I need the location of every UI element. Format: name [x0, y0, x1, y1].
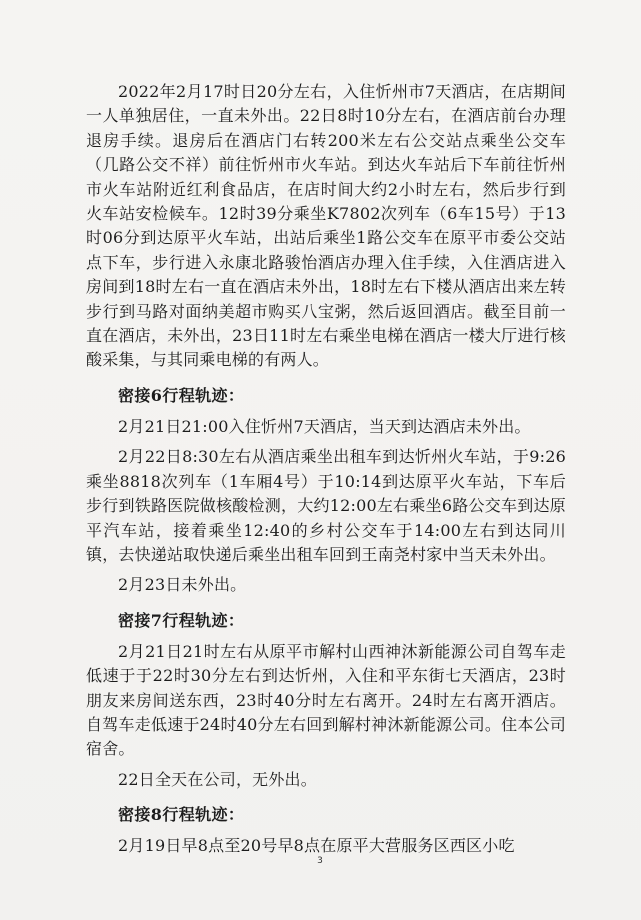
section-7-heading: 密接7行程轨迹：: [118, 610, 245, 630]
section-6-paragraph: 2月21日21:00入住忻州7天酒店，当天到达酒店未外出。: [118, 416, 531, 436]
spacer: [86, 373, 566, 379]
section-8-heading: 密接8行程轨迹：: [118, 805, 245, 825]
section-6-paragraph: 2月23日未外出。: [118, 575, 247, 595]
section-8-paragraph: 2月19日早8点至20号早8点在原平大营服务区西区小吃: [118, 836, 515, 856]
document-body: [86, 80, 566, 859]
spacer: [86, 792, 566, 798]
intro-paragraph: 2022年2月17时日20分左右，入住忻州市7天酒店，在店期间一人单独居住，一直未外出。22日8时10分左右，在酒店前台办理退房手续。退房后在酒店门右转200米左右公交站点乘坐公交车（几路公交不祥）前往忻州市火车站。到达火车站后下车前往忻州市火车站附近红利食品店，在店时间大约2小时左右，然后步行到火车站安检候车。12时39分乘坐K7802次列车（6车15号）于13时06分到达原平火车站，出站后乘坐1路公交车在原平市委公交站点下车，步行进入永康北路骏怡酒店办理入住手续，入住酒店进入房间到18时左右一直在酒店未外出，18时左右下楼从酒店出来左转步行到马路对面纳美超市购买八宝粥，然后返回酒店。截至目前一直在酒店，未外出，23日11时左右乘坐电梯在酒店一楼大厅进行核酸采集，与其同乘电梯的有两人。: [86, 82, 566, 370]
spacer: [86, 598, 566, 604]
section-6-paragraph: 2月22日8:30左右从酒店乘坐出租车到达忻州火车站，于9:26乘坐8818次列车（1车厢4号）于10:14到达原平火车站，下车后步行到铁路医院做核酸检测，大约12:00左右乘坐6路公交车到达原平汽车站，接着乘坐12:40的乡村公交车于14:00左右到达同川镇，去快递站取快递后乘坐出租车回到王南尧村家中当天未外出。: [86, 447, 566, 564]
section-7-paragraph: 22日全天在公司，无外出。: [118, 769, 317, 789]
page-number: 3: [317, 856, 323, 866]
section-7-paragraph: 2月21日21时左右从原平市解村山西神沐新能源公司自驾车走低速于于22时30分左右到达忻州，入住和平东街七天酒店，23时朋友来房间送东西，23时40分时左右离开。24时左右离开酒店。自驾车走低速于24时40分左右回到解村神沐新能源公司。住本公司宿舍。: [86, 641, 566, 759]
section-6-heading: 密接6行程轨迹：: [118, 385, 245, 405]
